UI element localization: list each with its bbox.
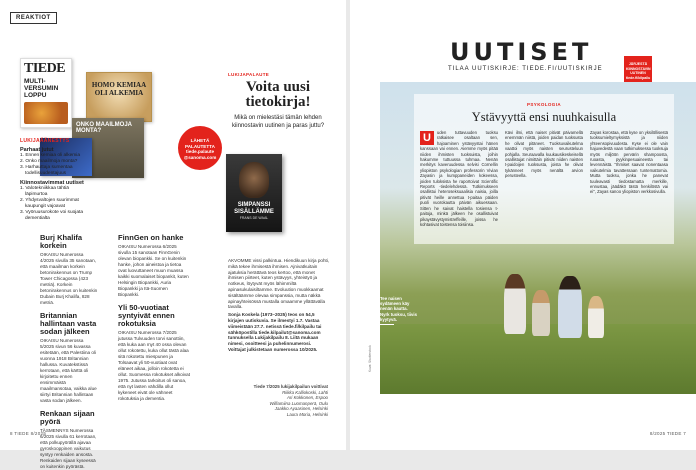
list-item: 1. Ennen kemiaa oli alkemia <box>20 153 80 158</box>
book-author: FRANS DE WAAL <box>239 216 269 220</box>
contest-text <box>228 258 330 353</box>
drop-cap: U <box>420 131 434 145</box>
winner-name: Ari Kokkonen, Espoo <box>286 395 328 400</box>
list-item: 3. Vyöruusurokote voi suojata dementialta <box>20 210 84 221</box>
list-item: 2. Yhdysvaltojen suurimmat kaupungit vajoavat <box>20 198 79 209</box>
corrections-column-a <box>40 234 98 470</box>
story-text: Kävi ilmi, että naiset pitivät päivamellä enemmän niistä, joiden paidan tuoksusta he olivat pitäneet. Tuoksuvaikutelma vaattoi myös naisten seurusteluun pohjalla. Seuraavalla kuukausikeskeisellä osallistujat nimittäin pitivät niiden naisten t-paidoijen tuoksusta, joista he olivat tykänneet myös nenältä arvion perusteella. <box>505 130 583 179</box>
cover-headline: MULTI-VERSUMIN LOPPU <box>24 78 59 99</box>
article-body: TÄSMENNYS Numerossa 6/2025 sivulla 61 kerrotaan, että polkupyörällä ajavaa gyroskooppinen vaikutus syntyy renkaiden ansosta. Renkaiden sijaan kyseessä on kuitenkin pyörästä. <box>40 428 97 469</box>
story-column <box>505 130 583 227</box>
contest-label: LUKIJAPALAUTE <box>228 72 270 77</box>
article-title: Burj Khalifa korkein <box>40 233 83 250</box>
feedback-badge: LÄHETÄ PALAUTETTA tiede.palaute @sanoma.com <box>178 126 222 170</box>
article-body: OIKAISU Numerossa 4/2025 sivulla 35 sanotaan, että maailman korkein betonirakennus on Trump Tower Chicagossa (423 metriä). Korkein betonirakennus on kuitenkin Dubain Burj Khalifa, 828 metriä. <box>40 252 98 305</box>
contest-title: Voita uusi tietokirja! <box>245 79 311 110</box>
contest-instructions: Sonja Koskela (1973–2025) teos on 54,5 kirjajen uutiskuvia. Se ilmestyi 1.7. Vastaa viimeistään 27.7. netissä tiede.fi/kilpailu tai sähköpostilla tiede.kilpailut@sanoma.com tunnuksella Lukijakilpailu 8. Liitä mukaan nimesi, osoitteesi ja puhelinnumerosi. Voittajat julkistetaan numerossa 10/2025. <box>228 312 322 352</box>
photo-credit: Kuva: Shutterstock <box>368 345 372 372</box>
poll-news-title: Kiinnostavimmat uutiset <box>20 180 84 186</box>
winner-name: Jaakko Ayaasinen, Helsinki <box>274 406 328 411</box>
list-item: 3. Harhauttaja sumentaa todellisuudentajuus <box>20 165 73 176</box>
caption-rule <box>380 324 394 325</box>
subscribe-badge: JÄRJESTÄ KIINNOSTAVIN UUTINEN tiede.fi/kilpailu <box>624 56 652 108</box>
article-title: Renkaan sijaan pyörä <box>40 409 95 426</box>
list-item: 2. Onko maailmoja monta? <box>20 159 78 164</box>
spread-headline: ONKO MAAILMOJA MONTA? <box>76 122 132 134</box>
article-body: OIKAISU Numerossa 6/2025 sivulla 15 sanotaan FinnGenin olevan biopankki. Se on kuitenkin hanke, johon aineistoa ja tietoa ovat luovuttaneet muun muassa kaikki suomalaiset biopankit, kuten Helsingin Biopankki, Auria Biopankki ja Itä-Suomen Biopankki. <box>118 244 189 297</box>
person-figure <box>588 296 604 338</box>
story-column <box>590 130 668 227</box>
article-body: OIKAISU Numerossa 5/2025 sivun 56 kuvassa esitetään, että Palestiina oli vuonna 1918 Britannian hallussa. Kuvatekstissä kerrotaan, että kärttä oli kirjoitettu ennen ensimmäistä maailmansotaa, vaikka alue siirtyi Britannian hallintaan vasta sodan jälkeen. <box>40 338 97 403</box>
section-title: UUTISET <box>450 38 593 66</box>
winner-name: Williamiina Luomanperä, Oulu <box>269 400 328 406</box>
winner-name: Laura Moria, Helsinki <box>286 411 328 417</box>
story-category: PSYKOLOGIA <box>526 102 561 107</box>
article-title: Britannian hallintaan vasta sodan jälkeen <box>40 311 97 336</box>
contest-body: AKVOMME vissi palkintua. Hiendikuun kirja pohti, mikä tekee ihmisestä ihmisen. Ajnivatkuitain ajatuksia herättävä teos kertoo, että monet ihmisen piirteet, kuten ystävyys, yhteistyö ja notkeus, löytyvät myös lähimmiltä apinasukulaisiltamme. Evoluution muokkaamat sisältäämme olevaa simpanssia, mutta näkkä apinayhteisössä mustalla omaamme yllättävälla tavalla. <box>228 258 330 310</box>
article-body: OIKAISU Numerossa 7/2025 jutussa Tulvuuden torvi sanottiin, että kuka aan myt 40 ossa olevan ollut rokotettu, kuka ollut tästä alaa sitä rokotettu miespunen ja Tolsaavat yli 50-vuotiaat ovat eläneet aikaa, jolloin rokotetta ei ollut. Suomessa rokotukset alkoivat 1975. Jutussa tarkoitus oli sanoa, että nyt lasten vähdilla ollut kykeneet eivät ole vähneet rokotuksia ja dementia. <box>118 330 191 401</box>
newsletter-link[interactable]: TILAA UUTISKIRJE: TIEDE.FI/UUTISKIRJE <box>448 66 603 72</box>
list-item: 1. Valotekniikkaa tähtiä läpimurtoa <box>20 186 69 197</box>
poll-news-list <box>20 186 88 222</box>
hero-photo <box>380 82 696 394</box>
story-panel <box>414 94 674 244</box>
section-label: REAKTIOT <box>10 12 57 24</box>
magazine-cover <box>20 58 72 128</box>
photo-caption <box>380 296 418 325</box>
page-folio: 8/2025 TIEDE 7 <box>649 431 686 436</box>
story-column <box>420 130 498 227</box>
left-page <box>0 0 346 469</box>
article-title: Yli 50-vuotiaat syntyivät ennen rokotuksia <box>118 303 175 328</box>
person-figure <box>504 274 526 334</box>
right-page <box>350 0 696 450</box>
contest-box <box>228 72 328 130</box>
corrections-column-b <box>118 234 190 402</box>
spread-headline: HOMO KEMIAA OLI ALKEMIA <box>91 81 147 97</box>
book-title: SIMPANSSI SISÄLLÄMME <box>234 202 274 215</box>
poll-best-title: Parhaat jutut <box>20 147 54 153</box>
poll-best-list <box>20 153 88 177</box>
cover-image <box>24 102 68 124</box>
story-text: Zayas korostaa, että kyse on yksilöllisestä tuoksumieltymyksistä ja niiden yhteensopivuudesta. Kyse ei ole vain hajuvedestä vaan tutkimuksessa tuoksuja myös miljöön pervärin shampoosta, ruoasta, pyykinpesuaineesta tai levennäistä. "Ihmiset saavat nonentaasa vaikutelmia tavattessaan tuntemattomia. Mutta tuoksu, jonka he panevat tuuleavasti tiedostamatta merkille, ennustaa, jäädäkö tästä henkilöstä vai ei", Zayas sanoo yliopiston verkkosivulla. <box>590 130 668 195</box>
reader-poll <box>20 138 88 222</box>
winner-name: Riikka Kalliokoski, Lahti <box>282 389 328 395</box>
caption-text: Tee naisen sydämeen käy nenän kautta. Nyrk tuoksu, tiivis kyytyvä. <box>380 296 418 322</box>
poll-label: LUKIJAÄÄNESTYS <box>20 138 70 144</box>
story-headline: Ystävyyttä ensi nuuhkaisulla <box>471 110 617 124</box>
book-cover <box>226 154 282 232</box>
person-figure <box>532 290 550 336</box>
chimpanzee-image <box>239 162 269 198</box>
article-title: FinnGen on hanke <box>118 233 184 242</box>
page-folio: 8 TIEDE 8/2025 <box>10 431 47 436</box>
person-figure <box>558 276 582 338</box>
prize-winners <box>232 384 328 417</box>
article-spread-alchemy <box>86 72 152 122</box>
story-text: uden tuttavuuden tuoksu ratkaisee osaltaan sen, hajoaminen ystävyystai hänen kanssaan vai ennen. Aiemme myös pitää niiden ihmisten tuoksuista, joihin hakumme tuttuussa tuhmaa. Nenän merkitys kaveruudessa selvisi Cornellin yliopiston psykologian professorin Vivian Zayasin ja kumppaneiden kokeessa, joiden tuloksista he raportoivat Scientific Reports -tiedelehdessä. Tutkimukseen osallistui heteroseksuaalisia naisia, joilla pitivät heille annettua t-paitaa päiden puoli vuorokautta päivän aikuessaan. Sitten he saivat haistella tosiensa t-paitoja, minkä jälkeen he osallistuivat pikaystävystymistreffeille, joissa he kohtasivat toistensa toisiinsa. <box>420 130 498 227</box>
story-columns <box>420 130 668 227</box>
cover-masthead: TIEDE <box>24 61 66 76</box>
prize-heading: Tiede 7/2025 lukijakilpailun voittivat <box>253 384 328 389</box>
contest-question: Mikä on mielestäsi tämän lehden kiinnostavin uutinen ja paras juttu? <box>231 115 325 129</box>
